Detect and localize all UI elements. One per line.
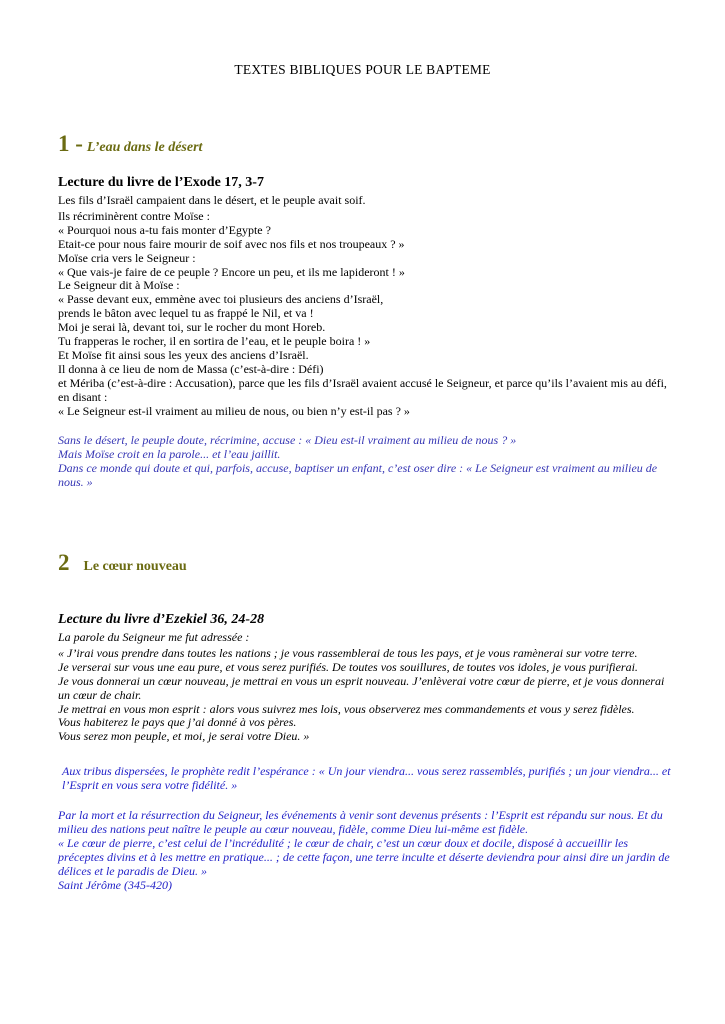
commentary-line: « Le cœur de pierre, c’est celui de l’incrédulité ; le cœur de chair, c’est un cœur doux et docile, disposé à accueillir les préceptes divins et à les mettre en pratique... ; de cette façon, une terre inculte et déserte deviendra pour ainsi dire un jardin de délices et le paradis de Dieu. »: [58, 835, 670, 878]
reading-line: Tu frapperas le rocher, il en sortira de l’eau, et le peuple boira ! »: [58, 334, 371, 349]
section-2-lecture-title: Lecture du livre d’Ezekiel 36, 24-28: [58, 612, 265, 627]
reading-line: Je vous donnerai un cœur nouveau, je mettrai en vous un esprit nouveau. J’enlèverai votre cœur de pierre, et je vous donnerai un cœur de chair.: [58, 673, 665, 702]
section-1-commentary: [58, 434, 670, 490]
section-2-commentary-2: [58, 809, 670, 892]
reading-line: Vous serez mon peuple, et moi, je serai votre Dieu. »: [58, 729, 310, 744]
reading-line: Etait-ce pour nous faire mourir de soif avec nos fils et nos troupeaux ? »: [58, 236, 405, 251]
commentary-line: Par la mort et la résurrection du Seigneur, les événements à venir sont devenus présents : l’Esprit est répandu sur nous. Et du milieu des nations peut naître le peuple au cœur nouveau, fidèle, comme Dieu lui-même est fidèle.: [58, 808, 663, 836]
reading-line: Et Moïse fit ainsi sous les yeux des anciens d’Israël.: [58, 347, 309, 362]
section-2-commentary-1: Aux tribus dispersées, le prophète redit l’espérance : « Un jour viendra... vous serez rassemblés, purifiés ; un jour viendra... et l’Esprit en vous sera votre fidélité. »: [62, 764, 671, 792]
reading-line: Les fils d’Israël campaient dans le désert, et le peuple avait soif.: [58, 193, 366, 207]
section-1-lecture-title: Lecture du livre de l’Exode 17, 3-7: [58, 175, 264, 190]
page-title: TEXTES BIBLIQUES POUR LE BAPTEME: [234, 62, 491, 77]
reading-line: « Passe devant eux, emmène avec toi plusieurs des anciens d’Israël,: [58, 292, 384, 307]
commentary-line: Mais Moïse croit en la parole... et l’eau jaillit.: [58, 446, 281, 461]
reading-line: prends le bâton avec lequel tu as frappé le Nil, et va !: [58, 306, 314, 321]
reading-line: Je verserai sur vous une eau pure, et vous serez purifiés. De toutes vos souillures, de toutes vos idoles, je vous purifierai.: [58, 659, 638, 674]
reading-line: Moïse cria vers le Seigneur :: [58, 250, 196, 265]
reading-line: « Le Seigneur est-il vraiment au milieu de nous, ou bien n’y est-il pas ? »: [58, 403, 410, 418]
commentary-line: Sans le désert, le peuple doute, récrimine, accuse : « Dieu est-il vraiment au milieu de nous ? »: [58, 433, 517, 447]
commentary-attribution: Saint Jérôme (345-420): [58, 877, 172, 892]
section-1-number: 1 -: [58, 131, 83, 156]
reading-line: « J’irai vous prendre dans toutes les nations ; je vous rassemblerai de tous les pays, et je vous ramènerai sur votre terre.: [58, 645, 638, 660]
reading-line: Ils récriminèrent contre Moïse :: [58, 208, 210, 223]
section-2-reading: [58, 631, 670, 744]
reading-line: Vous habiterez le pays que j’ai donné à vos pères.: [58, 715, 297, 730]
reading-line: Moi je serai là, devant toi, sur le rocher du mont Horeb.: [58, 320, 326, 335]
reading-line: La parole du Seigneur me fut adressée :: [58, 630, 250, 644]
section-1-subtitle: L’eau dans le désert: [86, 140, 203, 155]
section-1-heading: [58, 131, 202, 157]
reading-line: Il donna à ce lieu de nom de Massa (c’est-à-dire : Défi): [58, 361, 324, 376]
reading-line: « Que vais-je faire de ce peuple ? Encore un peu, et ils me lapideront ! »: [58, 264, 405, 279]
section-2-subtitle: Le cœur nouveau: [83, 559, 187, 574]
reading-line: « Pourquoi nous a-tu fais monter d’Egypte ?: [58, 222, 271, 237]
commentary-line: Dans ce monde qui doute et qui, parfois, accuse, baptiser un enfant, c’est oser dire : « Le Seigneur est vraiment au milieu de nous. »: [58, 460, 658, 489]
reading-line: Je mettrai en vous mon esprit : alors vous suivrez mes lois, vous observerez mes commandements et vous y serez fidèles.: [58, 701, 635, 716]
reading-line: et Mériba (c’est-à-dire : Accusation), parce que les fils d’Israël avaient accusé le Seigneur, et parce qu’ils l’avaient mis au défi, en disant :: [58, 375, 667, 404]
section-2-number: 2: [58, 550, 70, 575]
reading-line: Le Seigneur dit à Moïse :: [58, 278, 180, 293]
section-1-reading: [58, 194, 670, 419]
section-2-heading: [58, 550, 187, 576]
